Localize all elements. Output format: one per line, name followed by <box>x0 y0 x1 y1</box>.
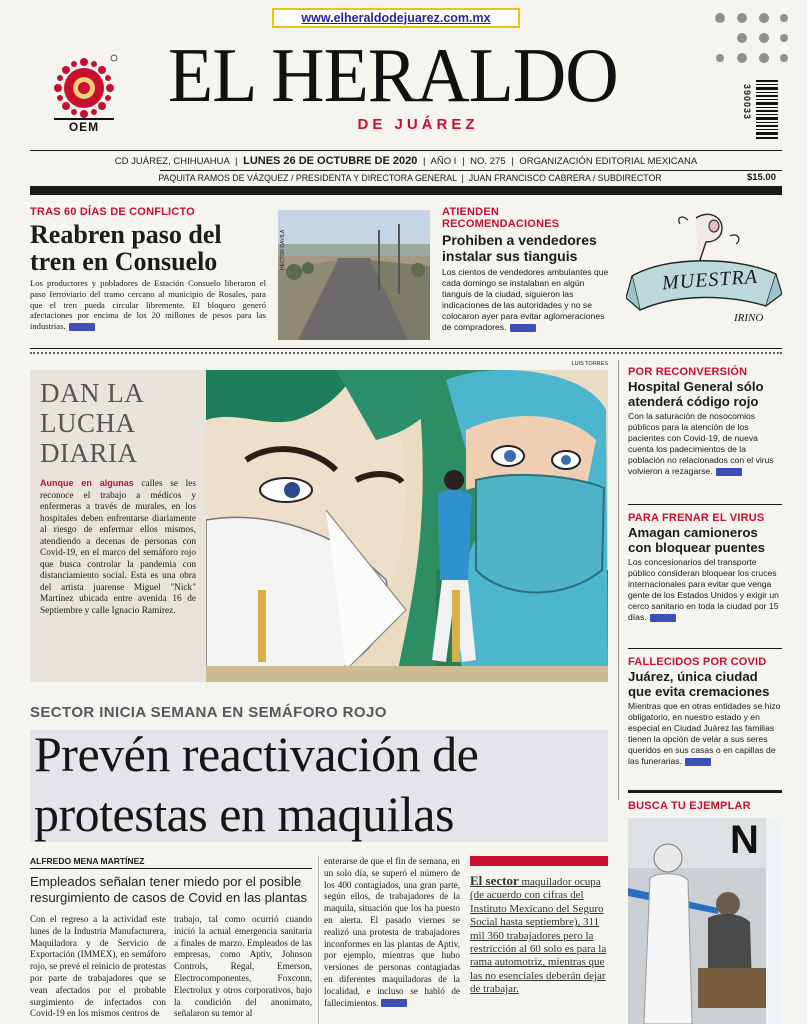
feature-photo-mural <box>206 370 608 682</box>
story-consuelo[interactable] <box>30 206 266 346</box>
pull-lead: El sector <box>470 874 519 888</box>
cartoon-banner: MUESTRA <box>661 265 759 295</box>
read-more-link[interactable] <box>69 323 95 331</box>
photo-credit: HÉCTOR DÁVILA <box>280 229 286 270</box>
dateline-mid-rule <box>160 170 782 171</box>
story-cremaciones-body: Mientras que en otras entidades se hizo obligatorio, en nuestro estado y en especial en Ciudad Juárez las familias tienen la opción de velar a sus seres queridos en sus casas o en capillas de las funerarias. <box>628 701 781 766</box>
oem-label: OEM <box>54 118 114 134</box>
right-col-divider <box>618 360 619 800</box>
read-more-link[interactable] <box>650 614 676 622</box>
right-rule-1 <box>628 504 782 505</box>
story-tianguis-kicker: ATIENDEN RECOMENDACIONES <box>442 206 560 230</box>
dateline-year: AÑO I <box>430 156 457 167</box>
cartoon <box>626 206 782 340</box>
feature-photo-credit: LUIS TORRES <box>571 361 608 367</box>
busca-ejemplar[interactable] <box>628 800 782 1024</box>
story-cremaciones-kicker: FALLECIDOS POR COVID <box>628 656 767 668</box>
story-consuelo-kicker: TRAS 60 DÍAS DE CONFLICTO <box>30 206 195 218</box>
main-col-3: enterarse de que el fin de semana, en un solo día, se superó el número de los 400 contagiados, una gran parte, según ellos, de trabajadores de la maquila, situación que los ha puesto en alerta. El pasado viernes se realizó una protesta de trabajadores inconformes en las plantas de Aptiv, por ejemplo, mientras que hubo versiones de personas contagiadas en diferentes maquiladoras de la localidad, e incluso se habló de fallecimientos. <box>324 856 460 1008</box>
cartoon-signature: IRINO <box>734 312 764 324</box>
right-rule-2 <box>628 648 782 649</box>
photo-train <box>278 210 430 340</box>
dateline-org: ORGANIZACIÓN EDITORIAL MEXICANA <box>519 156 698 167</box>
main-col-1: Con el regreso a la actividad este lunes de la Industria Manufacturera, Maquiladora y de Servicio de Exportación (IMMEX), en semáforo rojo, se prevé el reinicio de protestas por parte de trabajadores que se vean afectados por el probable surgimiento de infectados con Covid-19 en los mismos centros de <box>30 914 166 1019</box>
story-tianguis[interactable] <box>442 206 614 346</box>
story-camioneros-kicker: PARA FRENAR EL VIRUS <box>628 512 765 524</box>
dateline-top-rule <box>30 150 782 151</box>
right-rule-3 <box>628 790 782 793</box>
main-byline: ALFREDO MENA MARTÍNEZ <box>30 856 145 866</box>
dateline-date: LUNES 26 DE OCTUBRE DE 2020 <box>243 155 418 167</box>
masthead <box>0 0 807 150</box>
pull-quote: El sector maquilador ocupa (de acuerdo con cifras del Instituto Mexicano del Seguro Social hasta septiembre), 311 mil 360 trabajadores pero la restricción al 60 solo es para la rama automotriz, mientras que las no esenciales deberán dejar de trabajar. <box>470 874 607 996</box>
feature-headline[interactable]: DAN LA LUCHA DIARIA <box>40 378 143 468</box>
story-hospital-headline[interactable]: Hospital General sólo atenderá código rojo <box>628 379 764 409</box>
story-tianguis-headline[interactable]: Prohiben a vendedores instalar sus tianguis <box>442 232 597 264</box>
story-cremaciones-headline[interactable]: Juárez, única ciudad que evita cremaciones <box>628 669 770 699</box>
story-hospital[interactable] <box>628 366 782 496</box>
main-headline-line2[interactable]: protestas en maquilas <box>34 786 454 842</box>
price: $15.00 <box>746 172 776 183</box>
road-photo <box>278 210 430 340</box>
magazine-letter: N <box>730 818 759 862</box>
story-camioneros-headline[interactable]: Amagan camioneros con bloquear puentes <box>628 525 766 555</box>
masthead-subtitle: DE JUÁREZ <box>357 116 479 133</box>
barcode-number: 390033 <box>742 84 752 121</box>
story-camioneros[interactable] <box>628 512 782 642</box>
feature-body: Aunque en algunas calles se les reconoce el trabajo a médicos y enfermeras a través de murales, en los hospitales deben enfrentarse diariamente al riesgo de enfermar ellos mismos, atendiendo a decenas de personas con Covid-19, en el marco del semáforo rojo que busca controlar la pandemia con distanciamiento social. Esta es una obra del artista juarense Miguel "Nick" Martínez ubicada entre avenida 16 de Septiembre y calle Ignacio Ramírez. <box>40 478 196 616</box>
feature-text[interactable] <box>30 370 206 682</box>
story-camioneros-body: Los concesionarios del transporte público consideran bloquear los cruces internacionales para evitar que venga gente de los Estados Unidos y exigir un cerco sanitario en toda la ciudad por 15 días. <box>628 557 779 622</box>
masthead-title[interactable]: EL HERALDO <box>168 32 618 120</box>
story-hospital-kicker: POR RECONVERSIÓN <box>628 366 748 378</box>
main-kicker: SECTOR INICIA SEMANA EN SEMÁFORO ROJO <box>30 704 387 721</box>
oem-logo <box>48 52 120 134</box>
staff-line: PAQUITA RAMOS DE VÁZQUEZ / PRESIDENTA Y DIRECTORA GENERAL | JUAN FRANCISCO CABRERA / SUBDIRECTOR <box>158 173 662 183</box>
pull-red-bar <box>470 856 608 866</box>
decorative-dots <box>712 10 792 70</box>
main-deck: Empleados señalan tener miedo por el posible resurgimiento de casos de Covid en las plantas <box>30 874 308 905</box>
masthead-url[interactable]: www.elheraldodejuarez.com.mx <box>272 8 520 28</box>
dateline-thick-rule <box>30 186 782 195</box>
section-rule-1 <box>30 348 782 349</box>
section-rule-dotted <box>30 352 782 356</box>
story-consuelo-headline[interactable]: Reabren paso del tren en Consuelo <box>30 220 222 276</box>
read-more-link[interactable] <box>716 468 742 476</box>
main-headline-block[interactable] <box>30 724 610 852</box>
mural-illustration <box>206 370 608 682</box>
read-more-link[interactable] <box>510 324 536 332</box>
busca-photo <box>628 818 782 1024</box>
col-divider <box>318 856 319 1024</box>
read-more-link[interactable] <box>381 999 407 1007</box>
feature-lead: Aunque en algunas <box>40 478 134 488</box>
busca-label: BUSCA TU EJEMPLAR <box>628 800 751 812</box>
dateline-number: NO. 275 <box>470 156 506 167</box>
main-headline-line1[interactable]: Prevén reactivación de <box>34 726 479 782</box>
story-tianguis-body: Los cientos de vendedores ambulantes que cada domingo se instalaban en algún tianguis de la ciudad, siguieron las indicaciones de las autoridades y no se colocaron ayer para evitar aglomeraciones de compradores. <box>442 267 609 332</box>
read-more-link[interactable] <box>685 758 711 766</box>
byline-rule <box>30 868 312 869</box>
dateline: CD JUÁREZ, CHIHUAHUA | LUNES 26 DE OCTUBRE DE 2020 | AÑO I | NO. 275 | ORGANIZACIÓN EDITORIAL MEXICANA <box>114 155 698 167</box>
story-consuelo-body: Los productores y pobladores de Estación Consuelo liberaron el paso ferroviario del tramo cercano al municipio de Rosales, para que el tren pueda circular libremente. El bloqueo generó afectaciones por encima de los 20 millones de pesos para las industrias. <box>30 278 266 332</box>
main-col-2: trabajo, tal como ocurrió cuando inició la actual emergencia sanitaria a finales de marzo. Empleados de las empresas, como Aptiv, Johnson Controls, Regal, Emerson, Electrocomponentes, Foxconn, Electrolux y otros corporativos, bajo la condición del anonimato, señalaron su temor al <box>174 914 312 1019</box>
dateline-city: CD JUÁREZ, CHIHUAHUA <box>114 156 230 167</box>
barcode <box>732 78 780 144</box>
story-cremaciones[interactable] <box>628 656 782 786</box>
story-hospital-body: Con la saturación de nosocomios públicos para la atención de los pacientes con Covid-19, de nueva cuenta los padecimientos de la población no relacionados con el virus volvieron a rezagarse. <box>628 411 774 476</box>
